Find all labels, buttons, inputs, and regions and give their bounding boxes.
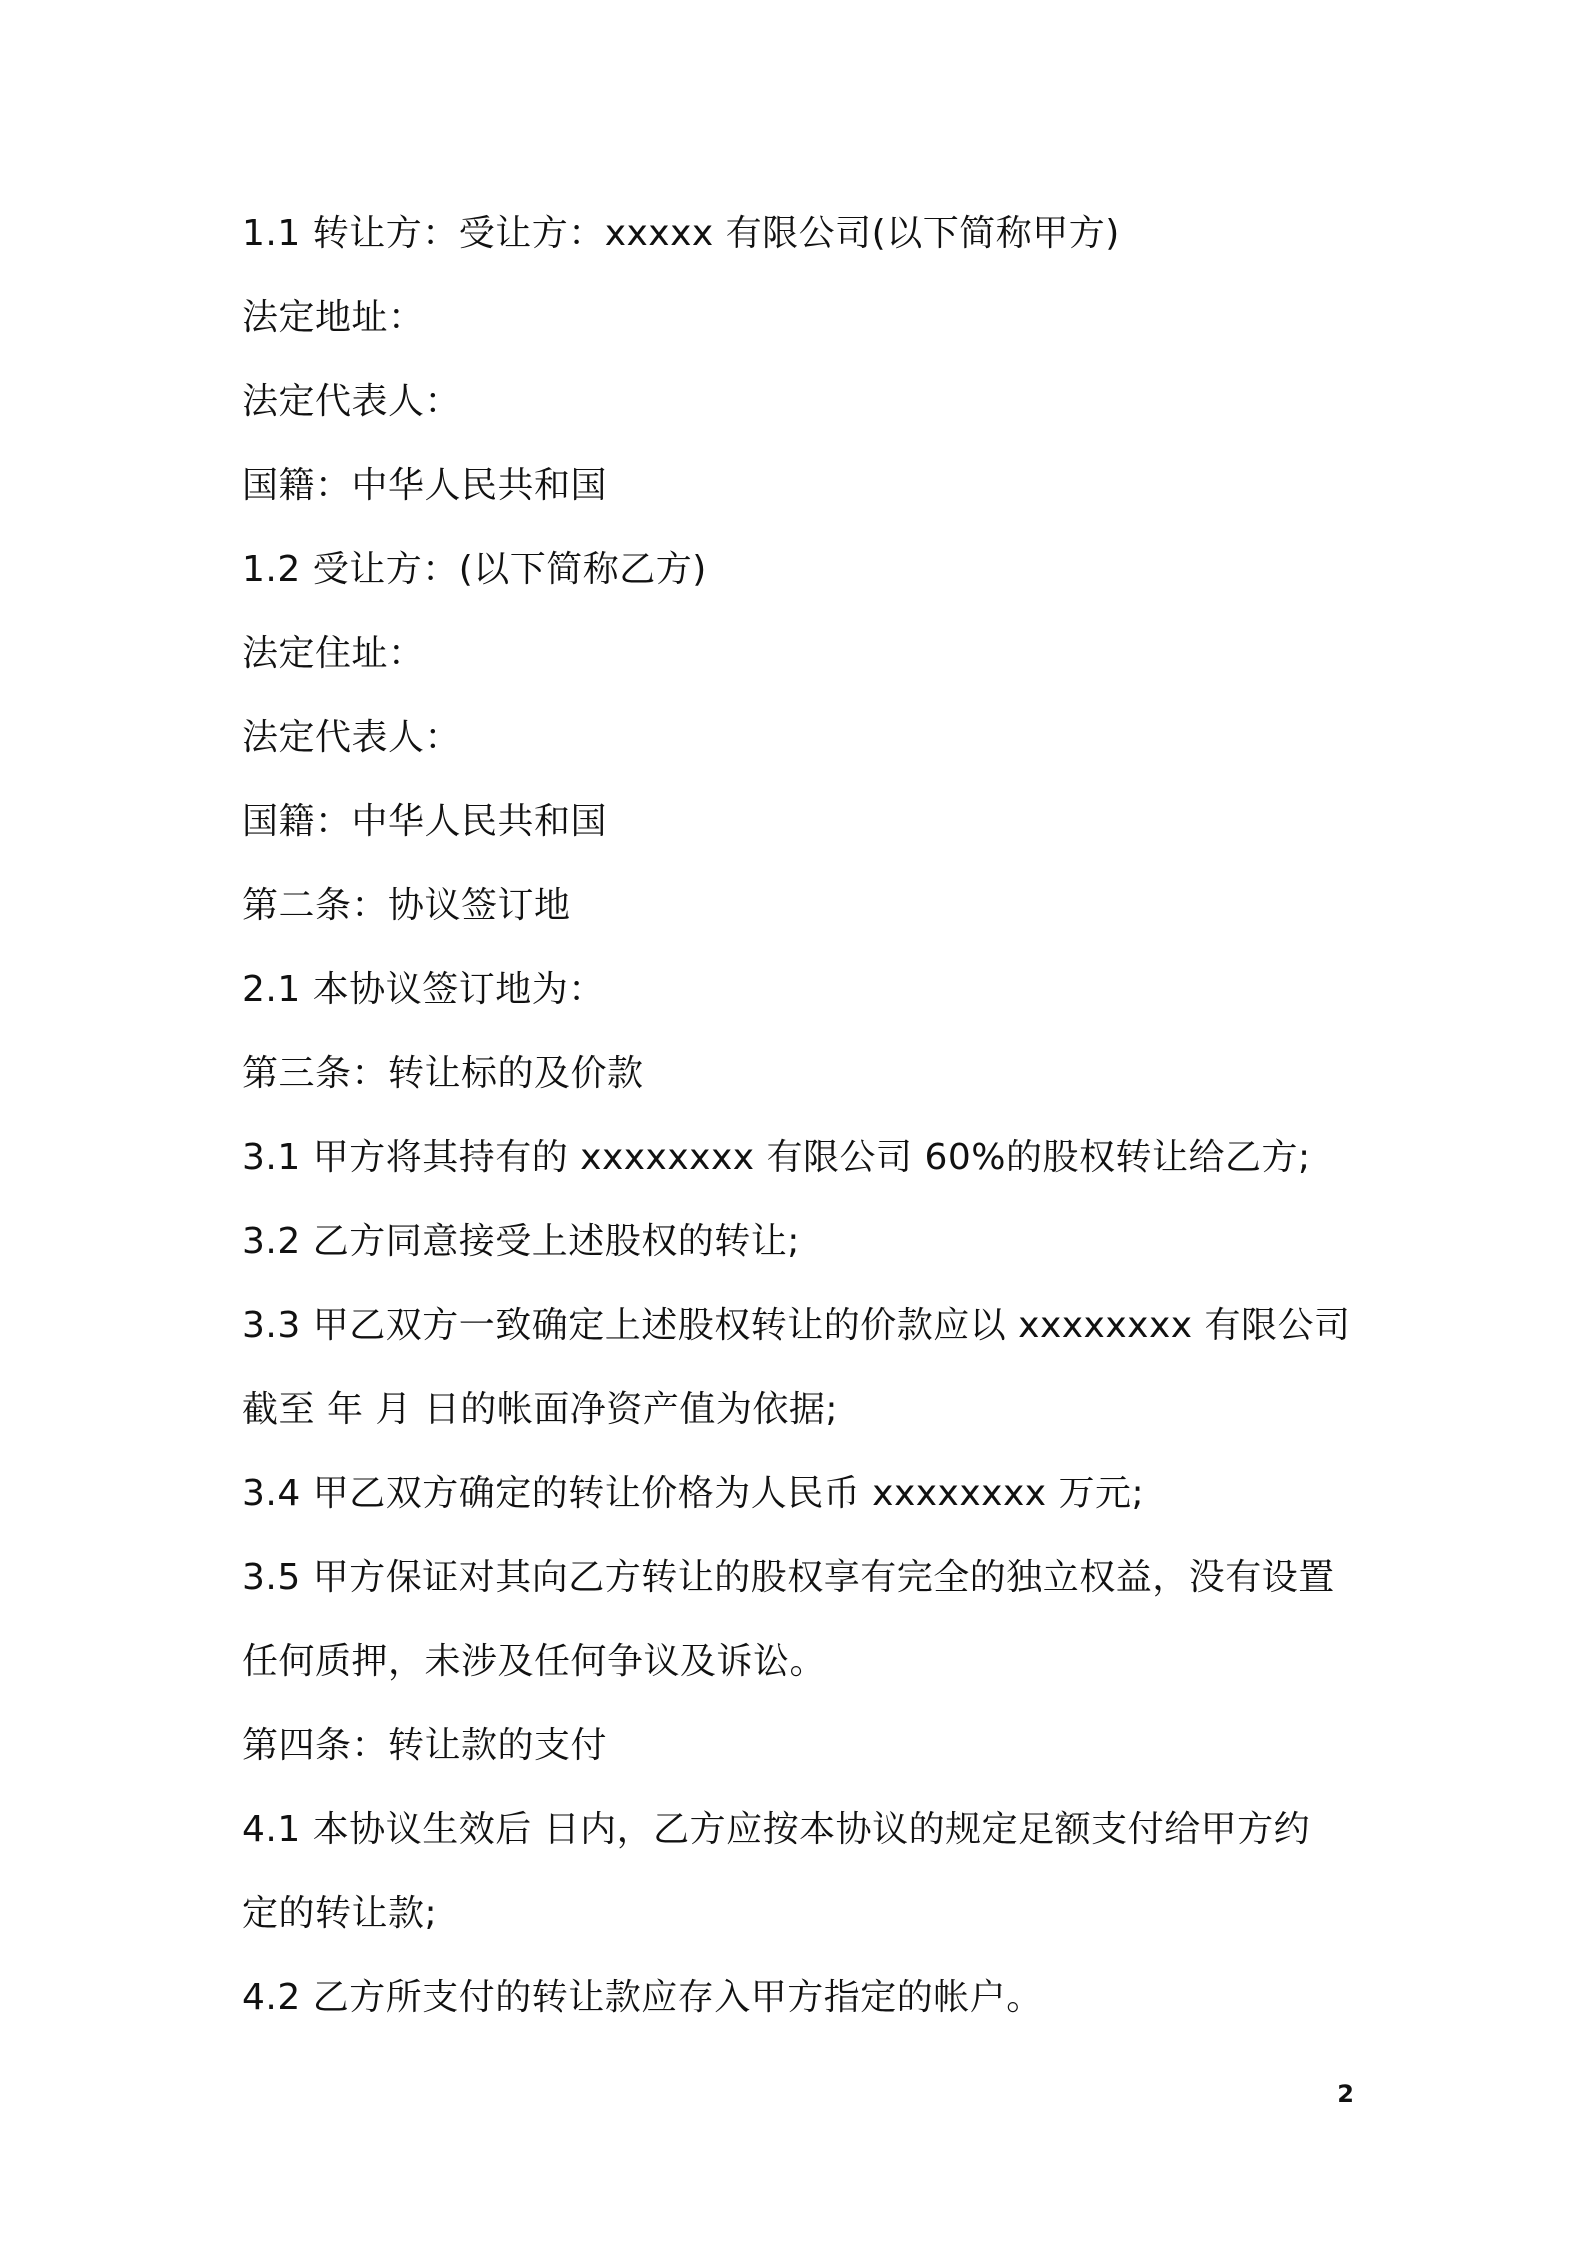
article-3-heading: 第三条：转让标的及价款 xyxy=(242,1053,644,1094)
nationality-a: 国籍：中华人民共和国 xyxy=(242,465,608,506)
clause-1-1-transferor: 1.1 转让方：受让方：xxxxx 有限公司(以下简称甲方) xyxy=(242,213,1120,254)
legal-address-b: 法定住址： xyxy=(242,633,425,674)
clause-1-2-transferee: 1.2 受让方：(以下简称乙方) xyxy=(242,549,707,590)
article-4-heading: 第四条：转让款的支付 xyxy=(242,1725,608,1766)
clause-4-2: 4.2 乙方所支付的转让款应存入甲方指定的帐户。 xyxy=(242,1977,1043,2018)
clause-3-3-continued: 截至 年 月 日的帐面净资产值为依据; xyxy=(242,1389,838,1430)
clause-2-1: 2.1 本协议签订地为： xyxy=(242,969,605,1010)
clause-3-1: 3.1 甲方将其持有的 xxxxxxxx 有限公司 60%的股权转让给乙方; xyxy=(242,1137,1311,1178)
legal-representative-a: 法定代表人： xyxy=(242,381,462,422)
clause-4-1-continued: 定的转让款; xyxy=(242,1893,438,1934)
legal-address-a: 法定地址： xyxy=(242,297,425,338)
legal-representative-b: 法定代表人： xyxy=(242,717,462,758)
clause-3-2: 3.2 乙方同意接受上述股权的转让; xyxy=(242,1221,800,1262)
document-body xyxy=(242,192,1362,2040)
clause-3-5: 3.5 甲方保证对其向乙方转让的股权享有完全的独立权益，没有设置 xyxy=(242,1557,1335,1598)
clause-3-5-continued: 任何质押，未涉及任何争议及诉讼。 xyxy=(242,1641,827,1682)
page-number: 2 xyxy=(1337,2080,1354,2108)
nationality-b: 国籍：中华人民共和国 xyxy=(242,801,608,842)
clause-3-3: 3.3 甲乙双方一致确定上述股权转让的价款应以 xxxxxxxx 有限公司 xyxy=(242,1305,1351,1346)
clause-4-1: 4.1 本协议生效后 日内，乙方应按本协议的规定足额支付给甲方约 xyxy=(242,1809,1311,1850)
clause-3-4: 3.4 甲乙双方确定的转让价格为人民币 xxxxxxxx 万元; xyxy=(242,1473,1145,1514)
article-2-heading: 第二条：协议签订地 xyxy=(242,885,571,926)
